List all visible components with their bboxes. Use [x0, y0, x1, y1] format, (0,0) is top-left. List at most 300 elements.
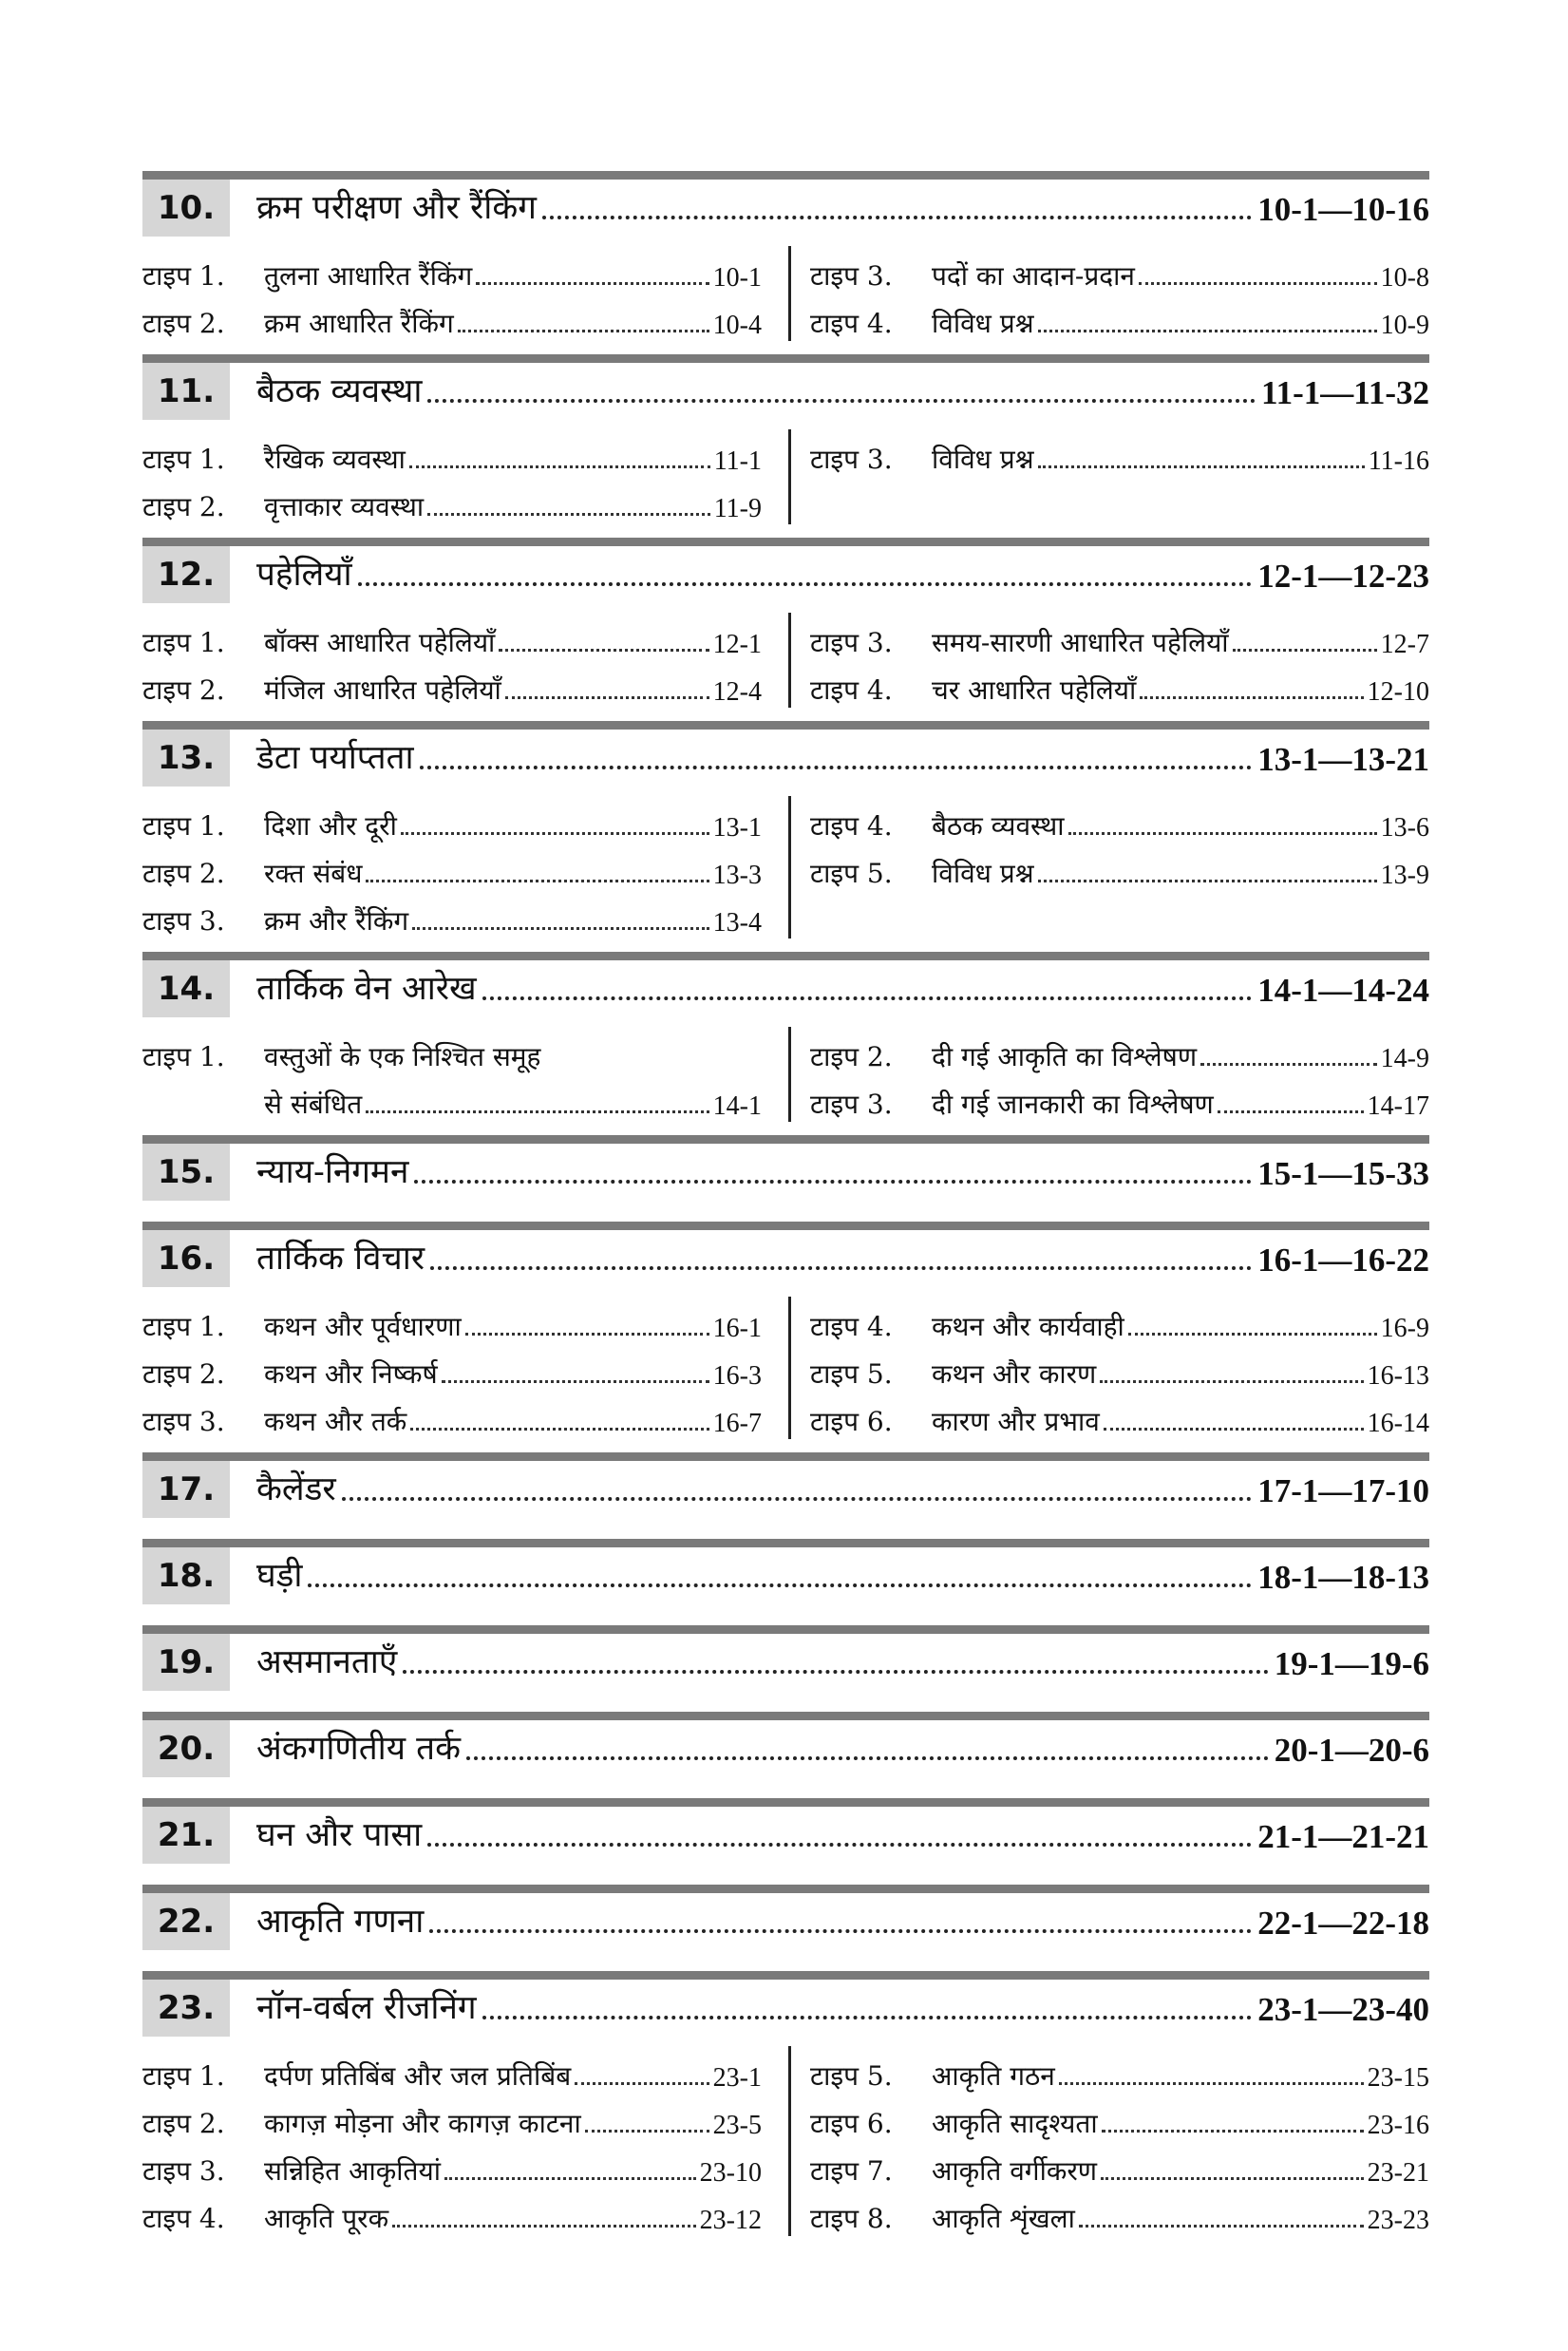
type-label: टाइप 1.: [142, 2060, 225, 2092]
chapter-heading[interactable]: [142, 1547, 1429, 1604]
chapter-pages: 13-1—13-21: [1257, 741, 1429, 778]
type-label: टाइप 2.: [810, 1041, 893, 1072]
type-title: कारण और प्रभाव: [932, 1406, 1100, 1437]
dot-leader: [1128, 1333, 1377, 1336]
chapter-heading[interactable]: [142, 1144, 1429, 1201]
type-page: 14-9: [1380, 1044, 1429, 1073]
chapter-number: 10.: [142, 180, 230, 237]
chapter-pages: 14-1—14-24: [1257, 972, 1429, 1009]
chapter-pages: 20-1—20-6: [1274, 1732, 1429, 1769]
chapter-heading[interactable]: [142, 1720, 1429, 1777]
chapter-pages: 19-1—19-6: [1274, 1645, 1429, 1682]
type-page: 14-1: [712, 1091, 762, 1121]
type-entry[interactable]: [810, 796, 1429, 844]
chapter-title-row: [230, 960, 1429, 1017]
type-page: 12-7: [1380, 630, 1429, 659]
type-entry[interactable]: [142, 246, 762, 294]
type-label: टाइप 3.: [142, 1406, 225, 1437]
type-column-left: [142, 1027, 788, 1122]
type-title: विविध प्रश्न: [932, 308, 1034, 339]
dot-leader: [1140, 696, 1363, 699]
dot-leader: [476, 282, 708, 285]
type-label: टाइप 1.: [142, 1311, 225, 1342]
dot-leader: [482, 2016, 1253, 2019]
chapter-heading[interactable]: [142, 1230, 1429, 1287]
chapter-section: [142, 538, 1429, 721]
type-label: टाइप 4.: [810, 810, 893, 842]
chapter-section: [142, 1798, 1429, 1885]
chapter-heading[interactable]: [142, 363, 1429, 420]
chapter-title-row: [230, 1807, 1429, 1864]
type-title: आकृति वर्गीकरण: [932, 2155, 1098, 2187]
chapter-title-row: [230, 1634, 1429, 1691]
chapter-rule: [142, 1712, 1429, 1720]
chapter-title: घड़ी: [256, 1557, 303, 1595]
dot-leader: [412, 927, 709, 930]
chapter-title: घन और पासा: [256, 1816, 423, 1854]
dot-leader: [414, 1180, 1252, 1184]
chapter-number: 13.: [142, 730, 230, 787]
type-label: टाइप 6.: [810, 2108, 893, 2139]
chapter-number: 11.: [142, 363, 230, 420]
chapter-number: 23.: [142, 1980, 230, 2037]
type-entry[interactable]: [810, 294, 1429, 341]
chapter-pages: 11-1—11-32: [1261, 374, 1429, 411]
dot-leader: [444, 2177, 696, 2180]
chapter-spacer: [142, 1777, 1429, 1798]
type-label: टाइप 3.: [142, 2155, 225, 2187]
dot-leader: [430, 1266, 1252, 1270]
type-entry[interactable]: [810, 1027, 1429, 1074]
type-column-right: [788, 429, 1429, 524]
type-entry[interactable]: [142, 2046, 762, 2094]
type-entry[interactable]: [142, 2094, 762, 2141]
type-page: 13-4: [712, 908, 762, 938]
dot-leader: [1079, 2225, 1364, 2228]
chapter-number: 18.: [142, 1547, 230, 1604]
dot-leader: [1218, 1110, 1364, 1113]
type-entry[interactable]: [142, 613, 762, 660]
type-entry[interactable]: [810, 1344, 1429, 1392]
chapter-rule: [142, 354, 1429, 363]
type-page: 16-13: [1367, 1361, 1429, 1391]
type-page: 10-9: [1380, 311, 1429, 340]
type-title: सन्निहित आकृतियां: [264, 2155, 441, 2187]
type-entry[interactable]: [810, 613, 1429, 660]
chapter-number: 14.: [142, 960, 230, 1017]
type-page: 10-1: [712, 263, 762, 293]
type-title: मंजिल आधारित पहेलियाँ: [264, 674, 501, 706]
type-label: टाइप 3.: [142, 905, 225, 937]
chapter-spacer: [142, 1950, 1429, 1971]
type-label: टाइप 1.: [142, 627, 225, 658]
type-page: 16-1: [712, 1314, 762, 1343]
dot-leader: [366, 1110, 708, 1113]
dot-leader: [1102, 2130, 1364, 2133]
dot-leader: [308, 1583, 1252, 1587]
type-title: कथन और तर्क: [264, 1406, 407, 1437]
type-label: टाइप 3.: [810, 260, 893, 292]
type-entry[interactable]: [810, 2141, 1429, 2189]
chapter-pages: 10-1—10-16: [1257, 191, 1429, 228]
dot-leader: [1068, 832, 1377, 835]
chapter-title: नॉन-वर्बल रीजनिंग: [256, 1989, 477, 2027]
chapter-rule: [142, 1135, 1429, 1144]
type-title: क्रम आधारित रैंकिंग: [264, 308, 454, 339]
type-title: विविध प्रश्न: [932, 444, 1034, 475]
dot-leader: [358, 582, 1253, 586]
type-title: रैखिक व्यवस्था: [264, 444, 406, 475]
chapter-pages: 22-1—22-18: [1257, 1905, 1429, 1942]
type-column-right: [788, 1027, 1429, 1122]
dot-leader: [342, 1497, 1253, 1501]
type-title: कथन और कार्यवाही: [932, 1311, 1124, 1342]
chapter-pages: 17-1—17-10: [1257, 1472, 1429, 1509]
type-page: 23-21: [1367, 2158, 1429, 2188]
type-page: 11-1: [713, 446, 762, 476]
type-entry[interactable]: [142, 477, 762, 524]
chapter-title: तार्किक विचार: [256, 1240, 425, 1278]
type-entry[interactable]: [810, 1297, 1429, 1344]
type-entry[interactable]: [142, 844, 762, 891]
type-page: 16-3: [712, 1361, 762, 1391]
chapter-title: तार्किक वेन आरेख: [256, 970, 477, 1008]
type-label: टाइप 4.: [810, 1311, 893, 1342]
chapter-heading[interactable]: [142, 960, 1429, 1017]
chapter-heading[interactable]: [142, 1893, 1429, 1950]
type-page: 23-15: [1367, 2063, 1429, 2093]
table-of-contents: [142, 171, 1429, 2249]
chapter-title-row: [230, 730, 1429, 787]
chapter-rule: [142, 1539, 1429, 1547]
type-title: आकृति शृंखला: [932, 2203, 1075, 2234]
type-title: पदों का आदान-प्रदान: [932, 260, 1135, 292]
chapter-rule: [142, 721, 1429, 730]
type-entry[interactable]: [142, 429, 762, 477]
type-title: आकृति गठन: [932, 2060, 1055, 2092]
type-title-cont: से संबंधित: [264, 1089, 363, 1120]
type-label: टाइप 4.: [810, 308, 893, 339]
type-label: टाइप 4.: [142, 2203, 225, 2234]
type-label: टाइप 8.: [810, 2203, 893, 2234]
type-list: [142, 1287, 1429, 1452]
dot-leader: [499, 649, 708, 652]
chapter-rule: [142, 538, 1429, 546]
type-title: आकृति सादृश्यता: [932, 2108, 1098, 2139]
type-list: [142, 237, 1429, 354]
type-entry[interactable]: [810, 844, 1429, 891]
chapter-title: आकृति गणना: [256, 1903, 425, 1941]
type-column-right: [788, 246, 1429, 341]
type-column-left: [142, 246, 788, 341]
type-entry[interactable]: [810, 429, 1429, 477]
type-list: [142, 420, 1429, 538]
type-page: 16-7: [712, 1409, 762, 1438]
type-title: बॉक्स आधारित पहेलियाँ: [264, 627, 496, 658]
chapter-section: [142, 1452, 1429, 1539]
chapter-section: [142, 1222, 1429, 1452]
type-label: टाइप 1.: [142, 260, 225, 292]
type-column-left: [142, 2046, 788, 2236]
chapter-title-row: [230, 1230, 1429, 1287]
type-title: समय-सारणी आधारित पहेलियाँ: [932, 627, 1229, 658]
type-page: 23-16: [1367, 2111, 1429, 2140]
chapter-title: न्याय-निगमन: [256, 1153, 409, 1191]
type-title: कथन और पूर्वधारणा: [264, 1311, 462, 1342]
type-label: टाइप 1.: [142, 810, 225, 842]
dot-leader: [466, 1756, 1269, 1760]
type-page: 12-1: [712, 630, 762, 659]
type-label: टाइप 2.: [142, 1358, 225, 1390]
dot-leader: [442, 1380, 709, 1383]
type-label: टाइप 2.: [142, 2108, 225, 2139]
type-entry[interactable]: [142, 1297, 762, 1344]
chapter-title: क्रम परीक्षण और रैंकिंग: [256, 189, 537, 227]
chapter-rule: [142, 1625, 1429, 1634]
chapter-heading[interactable]: [142, 1461, 1429, 1518]
chapter-title: असमानताएँ: [256, 1643, 398, 1681]
chapter-section: [142, 1625, 1429, 1712]
chapter-rule: [142, 1885, 1429, 1893]
type-entry[interactable]: [142, 2141, 762, 2189]
type-title: दिशा और दूरी: [264, 810, 397, 842]
chapter-title-row: [230, 1980, 1429, 2037]
type-column-left: [142, 613, 788, 708]
chapter-title: अंकगणितीय तर्क: [256, 1730, 461, 1768]
dot-leader: [1139, 282, 1377, 285]
type-page: 16-14: [1367, 1409, 1429, 1438]
type-entry[interactable]: [142, 1344, 762, 1392]
chapter-number: 20.: [142, 1720, 230, 1777]
type-page: 23-1: [712, 2063, 762, 2093]
type-title: कथन और कारण: [932, 1358, 1097, 1390]
dot-leader: [429, 1929, 1252, 1933]
type-entry[interactable]: [810, 2046, 1429, 2094]
type-list: [142, 603, 1429, 721]
type-label: टाइप 2.: [142, 491, 225, 522]
type-entry[interactable]: [142, 660, 762, 708]
dot-leader: [366, 880, 708, 882]
type-page: 23-12: [699, 2206, 762, 2235]
type-label: टाइप 1.: [142, 444, 225, 475]
dot-leader: [1038, 880, 1377, 882]
chapter-title: डेटा पर्याप्तता: [256, 739, 414, 777]
dot-leader: [1038, 465, 1365, 468]
dot-leader: [410, 1428, 708, 1431]
type-column-left: [142, 1297, 788, 1439]
chapter-number: 15.: [142, 1144, 230, 1201]
dot-leader: [420, 766, 1253, 769]
type-title: आकृति पूरक: [264, 2203, 389, 2234]
chapter-title-row: [230, 1720, 1429, 1777]
chapter-pages: 16-1—16-22: [1257, 1242, 1429, 1279]
type-list: [142, 1017, 1429, 1135]
dot-leader: [401, 832, 709, 835]
chapter-rule: [142, 1798, 1429, 1807]
chapter-section: [142, 354, 1429, 538]
type-label: टाइप 2.: [142, 308, 225, 339]
dot-leader: [505, 696, 709, 699]
chapter-heading[interactable]: [142, 1980, 1429, 2037]
type-column-right: [788, 796, 1429, 939]
chapter-heading[interactable]: [142, 546, 1429, 603]
type-label: टाइप 3.: [810, 1089, 893, 1120]
type-list: [142, 787, 1429, 952]
dot-leader: [585, 2130, 709, 2133]
type-entry[interactable]: [142, 796, 762, 844]
chapter-title: कैलेंडर: [256, 1470, 336, 1508]
type-entry[interactable]: [142, 1027, 762, 1122]
type-entry[interactable]: [142, 1392, 762, 1439]
type-entry[interactable]: [142, 294, 762, 341]
chapter-pages: 21-1—21-21: [1257, 1818, 1429, 1855]
dot-leader: [1059, 2082, 1364, 2085]
type-title: वस्तुओं के एक निश्चित समूह: [264, 1041, 541, 1072]
type-column-right: [788, 1297, 1429, 1439]
chapter-title: बैठक व्यवस्था: [256, 372, 423, 410]
dot-leader: [575, 2082, 708, 2085]
type-label: टाइप 3.: [810, 627, 893, 658]
type-title: विविध प्रश्न: [932, 858, 1034, 889]
type-title: चर आधारित पहेलियाँ: [932, 674, 1137, 706]
chapter-title-row: [230, 1461, 1429, 1518]
type-entry[interactable]: [810, 246, 1429, 294]
chapter-title-row: [230, 1144, 1429, 1201]
type-entry-line: [142, 1027, 762, 1074]
chapter-section: [142, 721, 1429, 952]
type-page: 23-5: [712, 2111, 762, 2140]
type-entry[interactable]: [810, 660, 1429, 708]
chapter-number: 17.: [142, 1461, 230, 1518]
chapter-section: [142, 1712, 1429, 1798]
chapter-number: 22.: [142, 1893, 230, 1950]
type-title: कागज़ मोड़ना और कागज़ काटना: [264, 2108, 581, 2139]
type-entry[interactable]: [810, 2189, 1429, 2236]
type-label: टाइप 5.: [810, 858, 893, 889]
dot-leader: [458, 330, 709, 332]
type-title: वृत्ताकार व्यवस्था: [264, 491, 425, 522]
dot-leader: [403, 1670, 1268, 1674]
type-column-left: [142, 796, 788, 939]
type-column-left: [142, 429, 788, 524]
chapter-pages: 18-1—18-13: [1257, 1559, 1429, 1596]
chapter-spacer: [142, 1691, 1429, 1712]
type-page: 23-23: [1367, 2206, 1429, 2235]
chapter-rule: [142, 1971, 1429, 1980]
type-page: 23-10: [699, 2158, 762, 2188]
type-page: 16-9: [1380, 1314, 1429, 1343]
type-title: क्रम और रैंकिंग: [264, 905, 409, 937]
chapter-section: [142, 1885, 1429, 1971]
chapter-section: [142, 171, 1429, 354]
chapter-title-row: [230, 1547, 1429, 1604]
type-entry[interactable]: [142, 891, 762, 939]
dot-leader: [1101, 2177, 1364, 2180]
type-title: दी गई जानकारी का विश्लेषण: [932, 1089, 1214, 1120]
chapter-number: 12.: [142, 546, 230, 603]
dot-leader: [427, 513, 710, 516]
type-entry[interactable]: [810, 2094, 1429, 2141]
type-page: 12-10: [1367, 677, 1429, 707]
type-page: 13-3: [712, 861, 762, 890]
type-page: 10-4: [712, 311, 762, 340]
type-label: टाइप 2.: [142, 674, 225, 706]
chapter-number: 16.: [142, 1230, 230, 1287]
type-label: टाइप 2.: [142, 858, 225, 889]
chapter-number: 19.: [142, 1634, 230, 1691]
type-label: टाइप 5.: [810, 1358, 893, 1390]
chapter-title-row: [230, 1893, 1429, 1950]
chapter-heading[interactable]: [142, 1807, 1429, 1864]
type-entry[interactable]: [810, 1392, 1429, 1439]
type-entry-line: [142, 1074, 762, 1122]
type-page: 13-1: [712, 813, 762, 843]
dot-leader: [542, 216, 1252, 219]
chapter-rule: [142, 1452, 1429, 1461]
dot-leader: [1100, 1380, 1363, 1383]
chapter-section: [142, 1135, 1429, 1222]
type-entry[interactable]: [810, 1074, 1429, 1122]
type-label: टाइप 1.: [142, 1041, 225, 1072]
dot-leader: [465, 1333, 709, 1336]
chapter-section: [142, 1539, 1429, 1625]
chapter-pages: 23-1—23-40: [1257, 1991, 1429, 2028]
type-page: 11-9: [713, 494, 762, 523]
chapter-rule: [142, 1222, 1429, 1230]
type-title: दी गई आकृति का विश्लेषण: [932, 1041, 1198, 1072]
type-label: टाइप 7.: [810, 2155, 893, 2187]
dot-leader: [1200, 1063, 1377, 1066]
chapter-rule: [142, 952, 1429, 960]
chapter-title-row: [230, 180, 1429, 237]
type-title: तुलना आधारित रैंकिंग: [264, 260, 473, 292]
chapter-title: पहेलियाँ: [256, 556, 352, 594]
type-page: 14-17: [1367, 1091, 1429, 1121]
chapter-spacer: [142, 1864, 1429, 1885]
chapter-spacer: [142, 1604, 1429, 1625]
type-page: 13-6: [1380, 813, 1429, 843]
dot-leader: [427, 399, 1256, 403]
type-page: 10-8: [1380, 263, 1429, 293]
chapter-heading[interactable]: [142, 180, 1429, 237]
type-page: 11-16: [1368, 446, 1429, 476]
chapter-heading[interactable]: [142, 730, 1429, 787]
dot-leader: [409, 465, 710, 468]
chapter-spacer: [142, 1518, 1429, 1539]
dot-leader: [427, 1843, 1252, 1847]
type-page: 12-4: [712, 677, 762, 707]
type-label: टाइप 4.: [810, 674, 893, 706]
type-title: कथन और निष्कर्ष: [264, 1358, 438, 1390]
type-title: दर्पण प्रतिबिंब और जल प्रतिबिंब: [264, 2060, 572, 2092]
dot-leader: [1233, 649, 1377, 652]
chapter-section: [142, 952, 1429, 1135]
type-entry[interactable]: [142, 2189, 762, 2236]
chapter-title-row: [230, 363, 1429, 420]
chapter-heading[interactable]: [142, 1634, 1429, 1691]
type-label: टाइप 6.: [810, 1406, 893, 1437]
type-title: बैठक व्यवस्था: [932, 810, 1065, 842]
type-column-right: [788, 2046, 1429, 2236]
type-label: टाइप 5.: [810, 2060, 893, 2092]
type-list: [142, 2037, 1429, 2249]
type-column-right: [788, 613, 1429, 708]
chapter-section: [142, 1971, 1429, 2249]
chapter-number: 21.: [142, 1807, 230, 1864]
chapter-spacer: [142, 1201, 1429, 1222]
dot-leader: [1104, 1428, 1364, 1431]
chapter-title-row: [230, 546, 1429, 603]
